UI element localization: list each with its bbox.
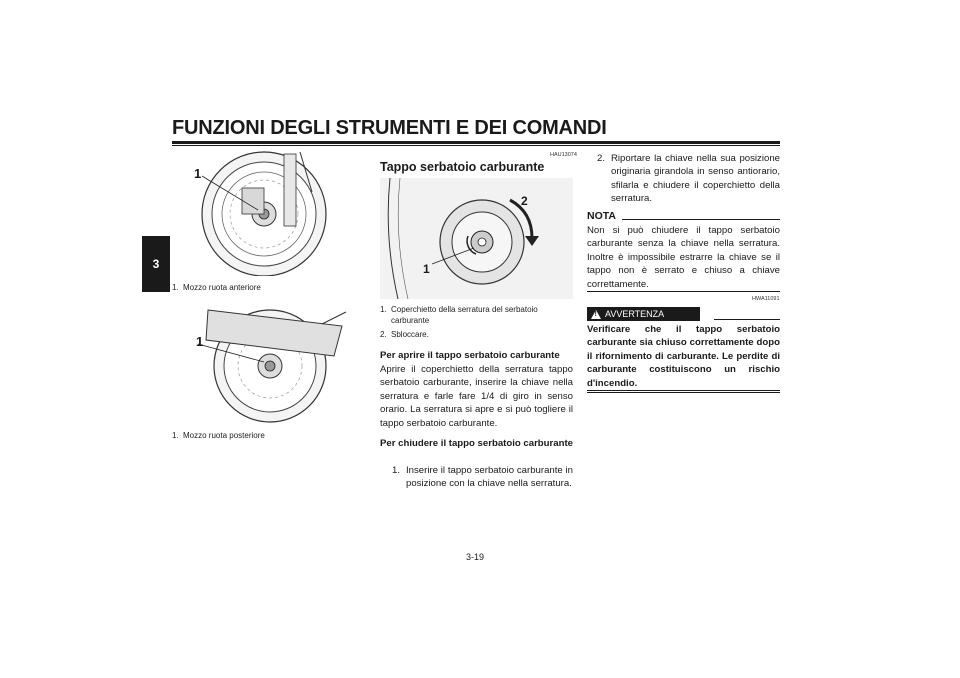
warning-bottom-rule-2: [587, 392, 780, 393]
step-1: 1. Inserire il tappo serbatoio carburante in posizione con la chiave nella serratura.: [392, 465, 573, 490]
header-rule-thin: [172, 145, 780, 146]
nota-label: NOTA: [587, 210, 616, 222]
figure-caption: 1. Coperchietto della serratura del serbatoio carburante 2. Sbloccare.: [380, 305, 538, 339]
warning-bottom-rule: [587, 390, 780, 391]
warning-icon: !: [591, 310, 601, 319]
warning-label: AVVERTENZA: [605, 309, 665, 319]
fuel-cap-illustration: [380, 178, 573, 299]
warning-top-rule: [587, 291, 780, 292]
open-paragraph: Aprire il coperchietto della serratura tappo serbatoio carburante, inserire la chiave nella serratura e farle fare 1/4 di giro in senso orario. La serratura si apre e si può togliere il tappo serbatoio carburante.: [380, 364, 573, 429]
figure-label: 1: [196, 334, 204, 349]
open-heading: Per aprire il tappo serbatoio carburante: [380, 350, 560, 361]
figure-fuel-cap: [380, 178, 573, 299]
nota-rule: [622, 219, 780, 220]
figure-rear-hub: [172, 296, 348, 424]
page-number: 3-19: [466, 552, 485, 562]
figure-caption: 1. Mozzo ruota anteriore: [172, 283, 261, 292]
nota-text: Non si può chiudere il tappo serbatoio carburante senza la chiave nella serratura. Inoltre è impossibile estrarre la chiave se il tappo non è serrato e chiuso a chiave correttamente.: [587, 225, 780, 290]
header-rule: [172, 141, 780, 144]
section-code: HAU13074: [550, 152, 577, 158]
figure-caption: 1. Mozzo ruota posteriore: [172, 431, 265, 440]
rear-wheel-illustration: [172, 296, 348, 424]
section-title: Tappo serbatoio carburante: [380, 160, 545, 174]
warning-rule: [714, 319, 780, 320]
warning-badge: [587, 307, 700, 321]
warning-text: Verificare che il tappo serbatoio carburante sia chiuso correttamente dopo il rifornimento di carburante. Le perdite di carburante costituiscono un rischio d'incendio.: [587, 324, 780, 389]
warning-code: HWA11091: [752, 296, 780, 302]
close-heading: Per chiudere il tappo serbatoio carburante: [380, 438, 573, 449]
page-title: FUNZIONI DEGLI STRUMENTI E DEI COMANDI: [172, 117, 607, 139]
chapter-tab: 3: [142, 236, 170, 292]
step-2: 2. Riportare la chiave nella sua posizione originaria girandola in senso antiorario, sfilarla e chiudere il coperchietto della serratura.: [597, 153, 780, 205]
figure-label-1: 1: [423, 262, 430, 276]
figure-front-hub: [172, 148, 348, 276]
figure-label-2: 2: [521, 194, 528, 208]
figure-label: 1: [194, 166, 202, 181]
